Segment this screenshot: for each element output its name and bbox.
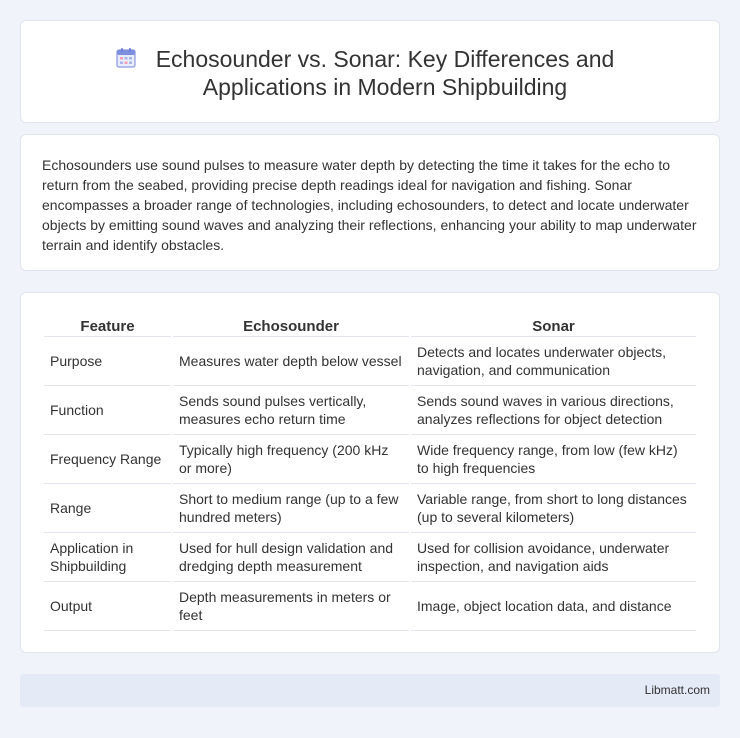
header-echosounder: Echosounder [173,315,409,337]
header-sonar: Sonar [411,315,696,337]
row-sonar: Wide frequency range, from low (few kHz) to high frequencies [411,435,696,484]
row-feature: Function [44,386,171,435]
comparison-table [42,315,698,631]
header-feature: Feature [44,315,171,337]
table-row [44,435,696,484]
footer-site-link[interactable]: Libmatt.com [644,683,710,697]
row-echosounder: Measures water depth below vessel [173,337,409,386]
footer-bar [20,674,720,707]
row-sonar: Variable range, from short to long distances (up to several kilometers) [411,484,696,533]
description-card [20,134,720,271]
row-feature: Frequency Range [44,435,171,484]
title-card [20,20,720,123]
row-feature: Range [44,484,171,533]
description-text: Echosounders use sound pulses to measure water depth by detecting the time it takes for the echo to return from the seabed, providing precise depth readings ideal for navigation and fishing. Sonar encompasses a broader range of technologies, including echosounders, to detect and locate underwater objects by emitting sound waves and analyzing their reflections, enhancing your ability to map underwater terrain and identify obstacles. [42,157,697,253]
row-echosounder: Short to medium range (up to a few hundred meters) [173,484,409,533]
row-sonar: Detects and locates underwater objects, navigation, and communication [411,337,696,386]
row-feature: Purpose [44,337,171,386]
row-feature: Application in Shipbuilding [44,533,171,582]
comparison-table-card [20,292,720,653]
row-sonar: Image, object location data, and distance [411,582,696,631]
table-row [44,484,696,533]
row-echosounder: Sends sound pulses vertically, measures echo return time [173,386,409,435]
row-echosounder: Depth measurements in meters or feet [173,582,409,631]
table-row [44,533,696,582]
row-feature: Output [44,582,171,631]
table-row [44,582,696,631]
row-sonar: Sends sound waves in various directions, analyzes reflections for object detection [411,386,696,435]
table-row [44,337,696,386]
table-header-row [44,315,696,337]
page-title: Echosounder vs. Sonar: Key Differences and Applications in Modern Shipbuilding [155,46,615,100]
row-sonar: Used for collision avoidance, underwater inspection, and navigation aids [411,533,696,582]
row-echosounder: Typically high frequency (200 kHz or more) [173,435,409,484]
table-row [44,386,696,435]
row-echosounder: Used for hull design validation and dredging depth measurement [173,533,409,582]
